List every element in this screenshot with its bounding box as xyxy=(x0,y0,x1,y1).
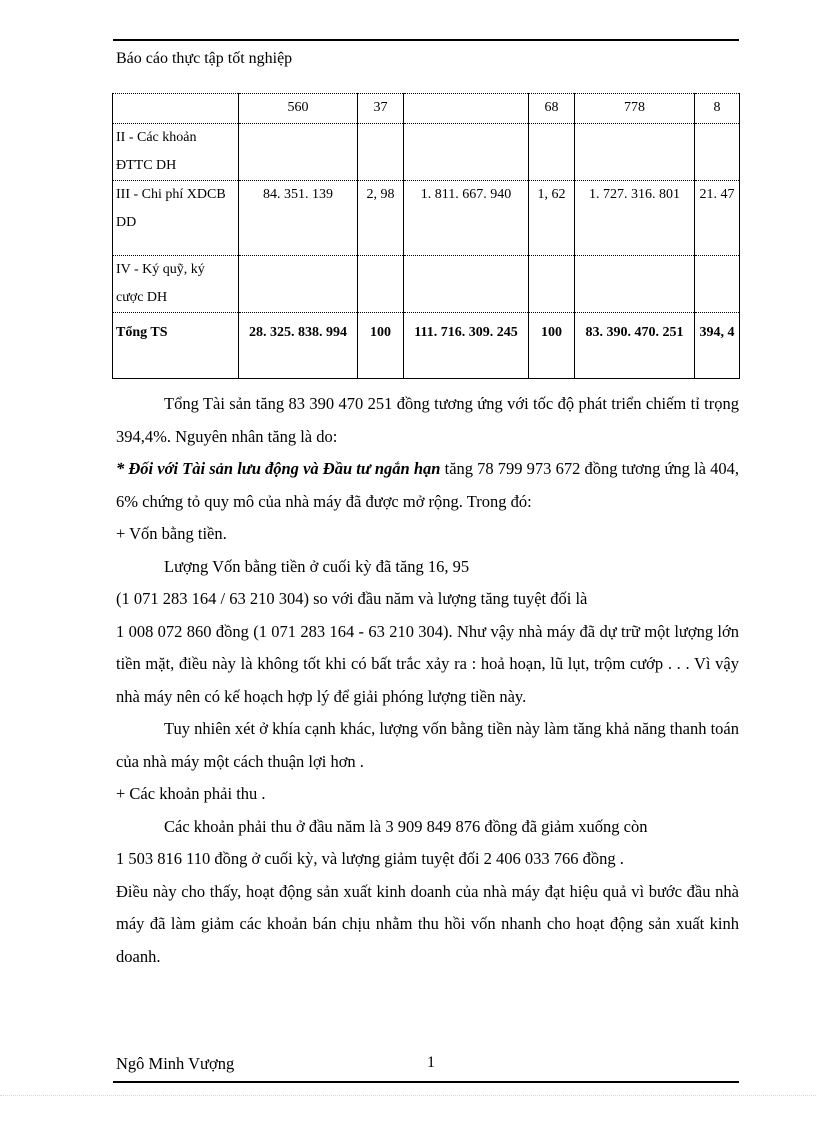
paragraph: (1 071 283 164 / 63 210 304) so với đầu năm và lượng tăng tuyệt đối là xyxy=(116,589,588,608)
table-cell: 778 xyxy=(575,94,695,124)
table-cell xyxy=(695,124,740,181)
table-cell xyxy=(575,256,695,313)
table-cell xyxy=(695,256,740,313)
row-label: II - Các khoản ĐTTC DH xyxy=(113,124,239,181)
paragraph: 1 503 816 110 đồng ở cuối kỳ, và lượng giảm tuyệt đối 2 406 033 766 đồng . xyxy=(116,849,624,868)
paragraph: + Các khoản phải thu . xyxy=(116,784,266,803)
table-cell: 28. 325. 838. 994 xyxy=(239,313,358,379)
table-cell xyxy=(404,256,529,313)
table-cell: 37 xyxy=(358,94,404,124)
table-cell: 1. 811. 667. 940 xyxy=(404,181,529,256)
header-rule xyxy=(113,39,739,41)
table-cell: 83. 390. 470. 251 xyxy=(575,313,695,379)
table-cell xyxy=(529,124,575,181)
page-number: 1 xyxy=(427,1054,435,1071)
footer-rule xyxy=(113,1081,739,1083)
body-text xyxy=(116,388,739,973)
table-cell xyxy=(404,124,529,181)
paragraph-text: tăng 78 799 973 672 đồng tương ứng là 404, 6% chứng tỏ quy mô của nhà máy đã được mở rộng. Trong đó: xyxy=(116,459,739,511)
table-row xyxy=(113,181,740,256)
table-cell xyxy=(358,256,404,313)
balance-sheet-table xyxy=(112,93,740,379)
table-cell: 68 xyxy=(529,94,575,124)
table-cell: 560 xyxy=(239,94,358,124)
page-edge xyxy=(0,1095,816,1096)
table-cell: 100 xyxy=(529,313,575,379)
paragraph: Các khoản phải thu ở đầu năm là 3 909 849 876 đồng đã giảm xuống còn xyxy=(164,816,648,836)
table-cell xyxy=(529,256,575,313)
table-cell xyxy=(404,94,529,124)
paragraph: + Vốn bằng tiền. xyxy=(116,524,227,543)
paragraph: Tổng Tài sản tăng 83 390 470 251 đồng tương ứng với tốc độ phát triển chiếm tỉ trọng 394,4%. Nguyên nhân tăng là do: xyxy=(116,394,739,446)
paragraph: Tuy nhiên xét ở khía cạnh khác, lượng vốn bằng tiền này làm tăng khả năng thanh toán của nhà máy một cách thuận lợi hơn . xyxy=(116,719,739,771)
footer-author: Ngô Minh Vượng xyxy=(116,1054,235,1073)
table-cell: 394, 4 xyxy=(695,313,740,379)
paragraph: Lượng Vốn bằng tiền ở cuối kỳ đã tăng 16, 95 xyxy=(164,556,470,576)
table-cell xyxy=(358,124,404,181)
table-cell: 1, 62 xyxy=(529,181,575,256)
row-label: III - Chi phí XDCB DD xyxy=(113,181,239,256)
paragraph xyxy=(116,453,739,518)
table-cell: 100 xyxy=(358,313,404,379)
table-cell xyxy=(575,124,695,181)
table-cell: 84. 351. 139 xyxy=(239,181,358,256)
table-cell: 21. 47 xyxy=(695,181,740,256)
table-cell: 1. 727. 316. 801 xyxy=(575,181,695,256)
table-cell: 8 xyxy=(695,94,740,124)
table-row xyxy=(113,256,740,313)
table-cell xyxy=(239,124,358,181)
header-title: Báo cáo thực tập tốt nghiệp xyxy=(116,50,293,67)
table-cell: 111. 716. 309. 245 xyxy=(404,313,529,379)
paragraph: Điều này cho thấy, hoạt động sản xuất kinh doanh của nhà máy đạt hiệu quả vì bước đầu nhà máy đã làm giảm các khoản bán chịu nhằm thu hồi vốn nhanh cho hoạt động sản xuất kinh doanh. xyxy=(116,881,739,966)
row-label: IV - Ký quỹ, ký cược DH xyxy=(113,256,239,313)
table-cell xyxy=(239,256,358,313)
table-row xyxy=(113,124,740,181)
paragraph: 1 008 072 860 đồng (1 071 283 164 - 63 210 304). Như vậy nhà máy đã dự trữ một lượng lớn tiền mặt, điều này là không tốt khi có bất trắc xảy ra : hoả hoạn, lũ lụt, trộm cướp . . . Vì vậy nhà máy nên có kế hoạch hợp lý để giải phóng lượng tiền này. xyxy=(116,621,739,706)
row-label xyxy=(113,94,239,124)
table-row xyxy=(113,94,740,124)
row-label: Tổng TS xyxy=(113,313,239,379)
table-row-total xyxy=(113,313,740,379)
bold-italic-heading: * Đối với Tài sản lưu động và Đầu tư ngắn hạn xyxy=(116,459,441,478)
table-cell: 2, 98 xyxy=(358,181,404,256)
